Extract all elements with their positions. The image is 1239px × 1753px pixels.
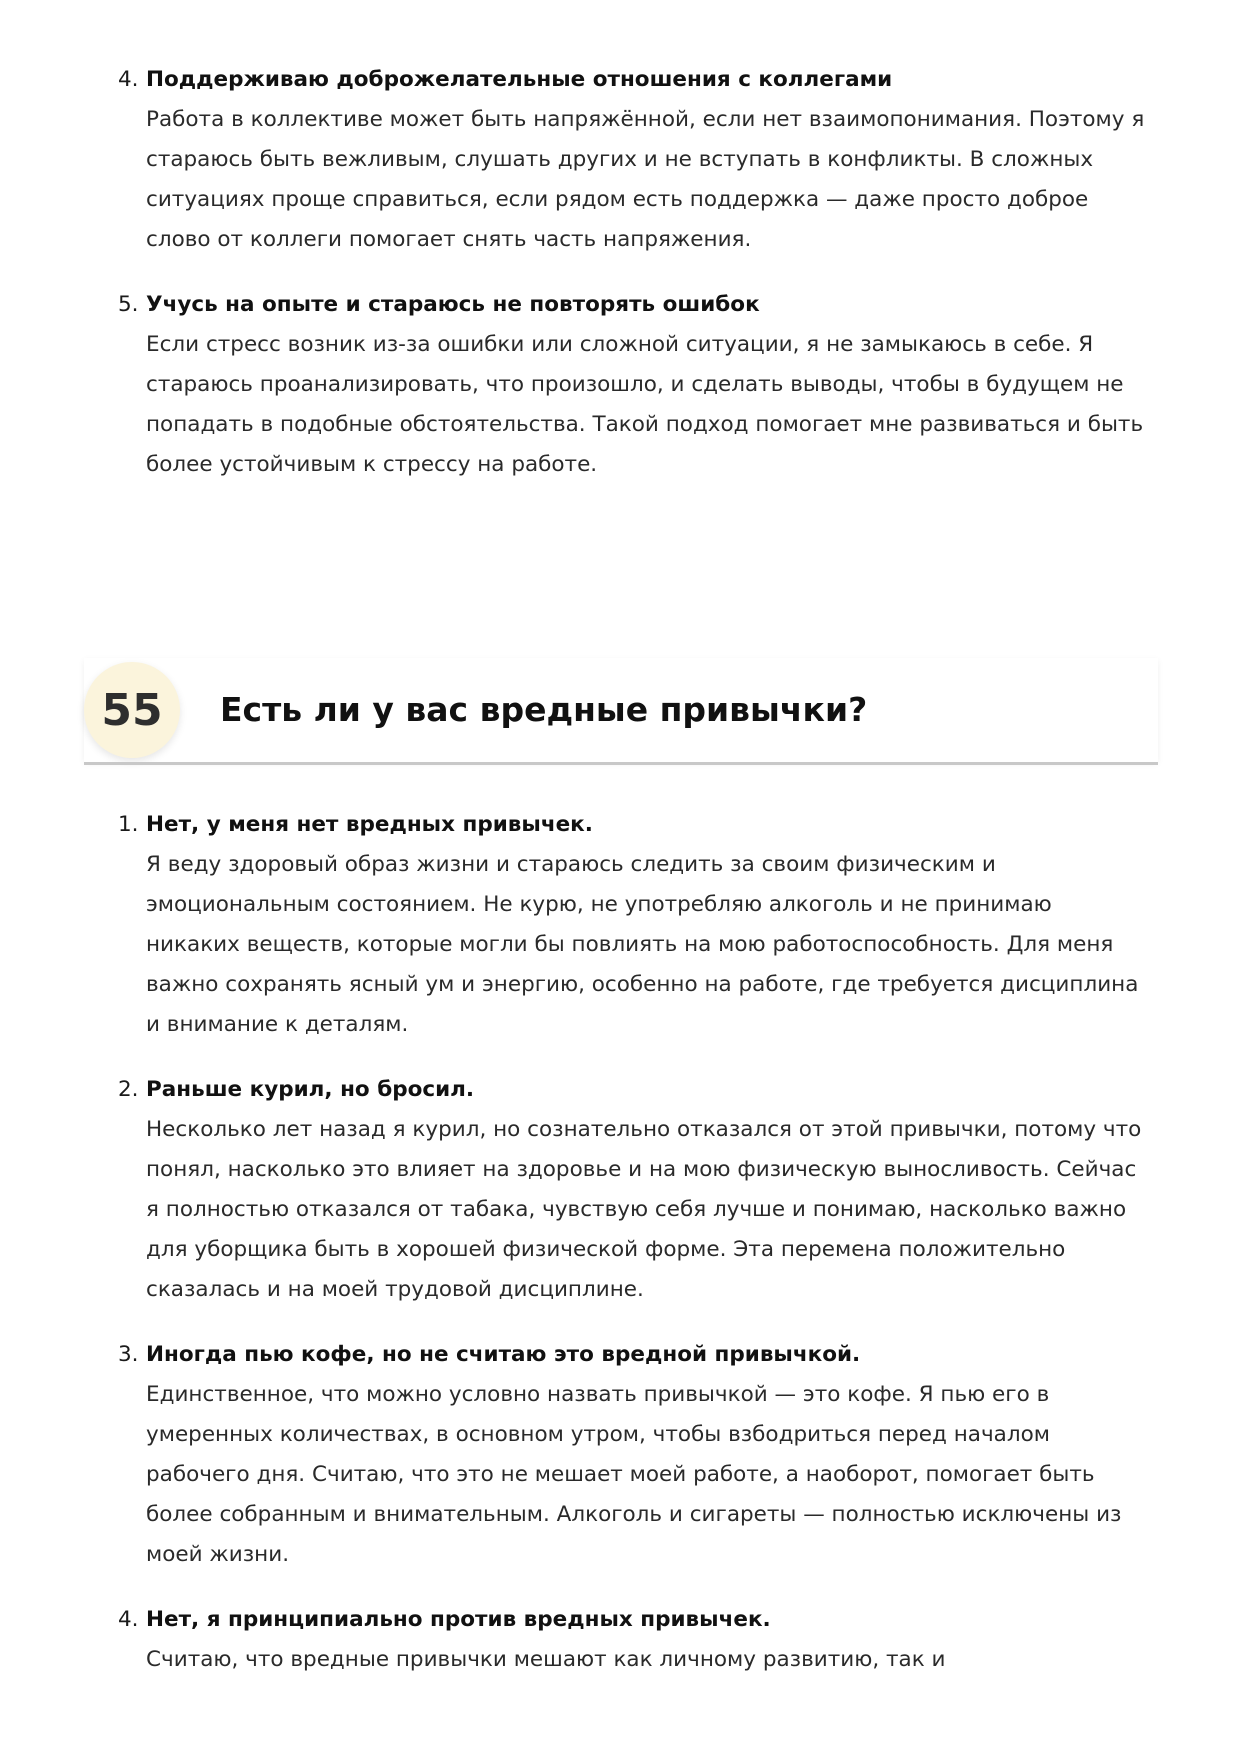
item-number: 4. (118, 67, 139, 92)
list-item (0, 1070, 1239, 1310)
body-line: Работа в коллективе может быть напряжённой, если нет взаимопонимания. Поэтому я (146, 107, 1145, 132)
body-line: попадать в подобные обстоятельства. Такой подход помогает мне развиваться и быть (146, 412, 1144, 437)
list-item (0, 1335, 1239, 1575)
body-line: ситуациях проще справиться, если рядом есть поддержка — даже просто доброе (146, 187, 1089, 212)
item-body (146, 1110, 1156, 1310)
body-line: и внимание к деталям. (146, 1012, 409, 1037)
item-body (146, 100, 1156, 260)
body-line: стараюсь быть вежливым, слушать других и не вступать в конфликты. В сложных (146, 147, 1094, 172)
list-item (0, 60, 1239, 260)
body-line: Несколько лет назад я курил, но сознательно отказался от этой привычки, потому что (146, 1117, 1142, 1142)
body-line: стараюсь проанализировать, что произошло, и сделать выводы, чтобы в будущем не (146, 372, 1124, 397)
question-header (84, 658, 1158, 768)
body-line: умеренных количествах, в основном утром, чтобы взбодриться перед началом (146, 1422, 1050, 1447)
body-line: более устойчивым к стрессу на работе. (146, 452, 598, 477)
body-line: Единственное, что можно условно назвать привычкой — это кофе. Я пью его в (146, 1382, 1050, 1407)
body-line: более собранным и внимательным. Алкоголь и сигареты — полностью исключены из (146, 1502, 1122, 1527)
item-body (146, 1375, 1156, 1575)
body-line: для уборщика быть в хорошей физической форме. Эта перемена положительно (146, 1237, 1066, 1262)
body-line: понял, насколько это влияет на здоровье и на мою физическую выносливость. Сейчас (146, 1157, 1137, 1182)
item-number: 1. (118, 812, 139, 837)
question-title: Есть ли у вас вредные привычки? (220, 690, 868, 729)
body-line: я полностью отказался от табака, чувствую себя лучше и понимаю, насколько важно (146, 1197, 1127, 1222)
body-line: рабочего дня. Считаю, что это не мешает моей работе, а наоборот, помогает быть (146, 1462, 1095, 1487)
body-line: никаких веществ, которые могли бы повлиять на мою работоспособность. Для меня (146, 932, 1114, 957)
item-number: 3. (118, 1342, 139, 1367)
body-line: сказалась и на моей трудовой дисциплине. (146, 1277, 644, 1302)
body-line: важно сохранять ясный ум и энергию, особенно на работе, где требуется дисциплина (146, 972, 1139, 997)
item-body (146, 845, 1156, 1045)
item-title: Поддерживаю доброжелательные отношения с коллегами (146, 67, 893, 92)
item-title: Нет, у меня нет вредных привычек. (146, 812, 593, 837)
item-title: Нет, я принципиально против вредных привычек. (146, 1607, 771, 1632)
body-line: эмоциональным состоянием. Не курю, не употребляю алкоголь и не принимаю (146, 892, 1052, 917)
body-line: слово от коллеги помогает снять часть напряжения. (146, 227, 752, 252)
item-body (146, 325, 1156, 485)
body-line: Я веду здоровый образ жизни и стараюсь следить за своим физическим и (146, 852, 996, 877)
list-item (0, 1600, 1239, 1690)
item-number: 4. (118, 1607, 139, 1632)
item-title: Иногда пью кофе, но не считаю это вредной привычкой. (146, 1342, 861, 1367)
item-number: 2. (118, 1077, 139, 1102)
question-number-badge: 55 (84, 662, 180, 758)
item-number: 5. (118, 292, 139, 317)
item-title: Раньше курил, но бросил. (146, 1077, 475, 1102)
body-line: Если стресс возник из-за ошибки или сложной ситуации, я не замыкаюсь в себе. Я (146, 332, 1094, 357)
divider (84, 762, 1158, 765)
list-item (0, 805, 1239, 1045)
body-line: моей жизни. (146, 1542, 290, 1567)
body-line: Считаю, что вредные привычки мешают как личному развитию, так и (146, 1647, 946, 1672)
list-item (0, 285, 1239, 485)
item-title: Учусь на опыте и стараюсь не повторять ошибок (146, 292, 760, 317)
item-body (146, 1640, 1156, 1680)
